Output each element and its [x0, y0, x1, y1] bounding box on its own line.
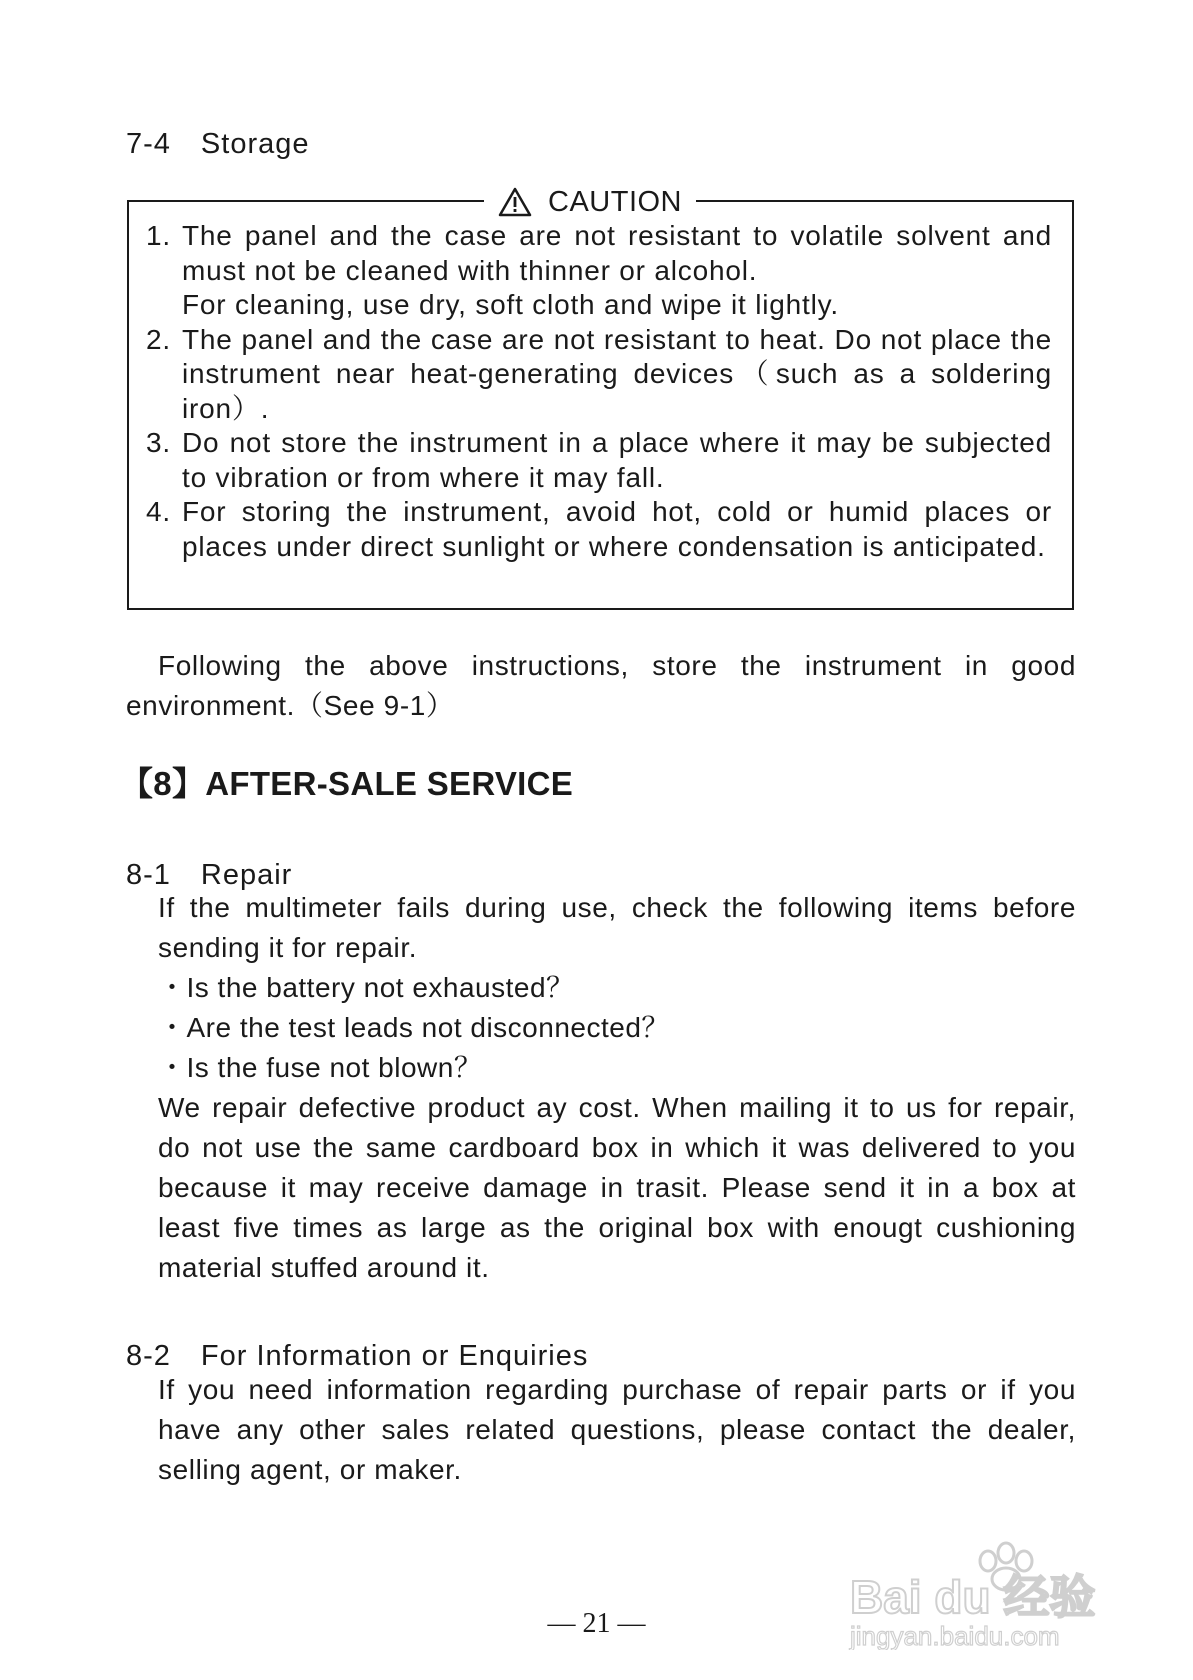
caution-item-text: The panel and the case are not resistant to heat. Do not place the instrument near heat-generating devices（such as a soldering iron）. [182, 323, 1052, 424]
enquiries-body: If you need information regarding purchase of repair parts or if you have any other sales related questions, please contact the dealer, selling agent, or maker. [158, 1374, 1076, 1485]
caution-item [146, 426, 1052, 495]
caution-item-number: 3. [146, 427, 171, 458]
checklist-item: ・Is the fuse not blown？ [158, 1052, 483, 1083]
repair-body: We repair defective product ay cost. When mailing it to us for repair, do not use the same cardboard box in which it was delivered to you because it may receive damage in trasit. Please send it in a box at least five times as large as the original box with enougt cushioning material stuffed around it. [158, 1092, 1076, 1283]
storage-note: Following the above instructions, store the instrument in good environment.（See 9-1） [126, 650, 1076, 721]
caution-item-text: For cleaning, use dry, soft cloth and wipe it lightly. [182, 289, 839, 320]
caution-item-number: 2. [146, 323, 171, 355]
chapter-heading: 【8】AFTER-SALE SERVICE [120, 765, 574, 802]
checklist-item: ・Is the battery not exhausted？ [158, 972, 575, 1003]
caution-item-text: The panel and the case are not resistant to volatile solvent and must not be cleaned with thinner or alcohol. [182, 220, 1052, 286]
section-heading-repair: 8-1 Repair [126, 859, 293, 891]
caution-item [146, 323, 1052, 427]
checklist-item: ・Are the test leads not disconnected？ [158, 1012, 670, 1043]
watermark-url: jingyan.baidu.com [850, 1621, 1060, 1650]
watermark-brand: Bai du 经验 [850, 1571, 1096, 1623]
section-heading-enquiries: 8-2 For Information or Enquiries [126, 1340, 589, 1372]
caution-item-number: 1. [146, 220, 171, 251]
caution-item [146, 495, 1052, 564]
caution-list [146, 219, 1052, 564]
baidu-jingyan-watermark [848, 1535, 1138, 1650]
caution-title [484, 180, 696, 224]
section-heading-storage: 7-4 Storage [126, 128, 310, 160]
caution-item-text: For storing the instrument, avoid hot, cold or humid places or places under direct sunlight or where condensation is anticipated. [182, 496, 1052, 562]
caution-label: CAUTION [548, 185, 682, 218]
repair-intro: If the multimeter fails during use, check the following items before sending it for repair. [158, 892, 1076, 963]
warning-triangle-icon [498, 187, 532, 217]
caution-item [146, 219, 1052, 323]
caution-item-number: 4. [146, 496, 171, 527]
repair-checklist [158, 968, 670, 1088]
paw-icon [848, 1535, 1138, 1650]
caution-item-text: Do not store the instrument in a place where it may be subjected to vibration or from where it may fall. [182, 427, 1052, 493]
page-number: — 21 — [547, 1608, 646, 1639]
